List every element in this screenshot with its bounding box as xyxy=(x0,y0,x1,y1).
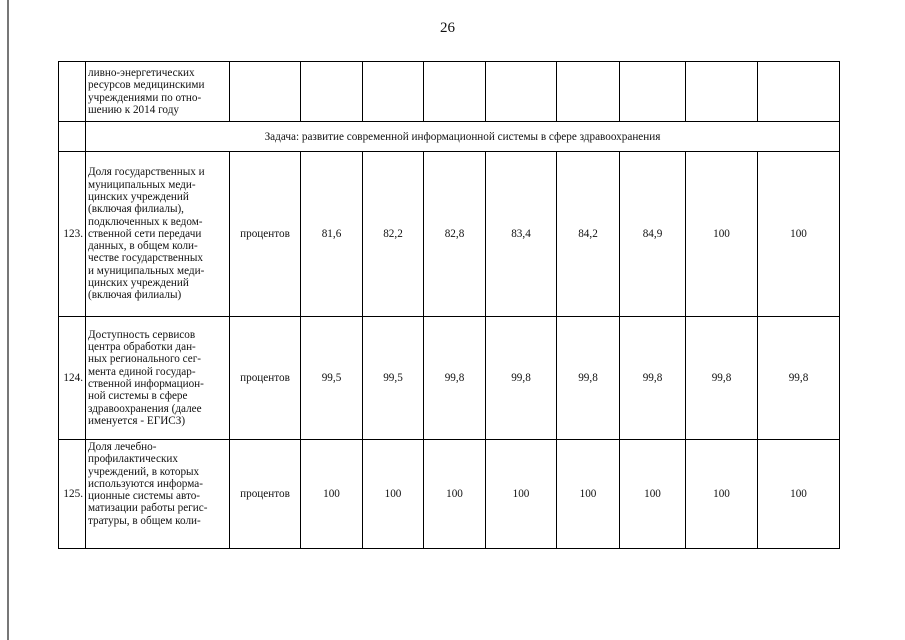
value-cell: 84,2 xyxy=(557,152,620,317)
value-cell xyxy=(686,62,758,122)
value-cell xyxy=(557,62,620,122)
value-cell: 99,8 xyxy=(758,317,840,440)
value-cell xyxy=(758,62,840,122)
indicator-name: Доля лечебно- профилактических учреждений, в которых используются информа- ционные системы авто- матизации работы регис- тратуры, в общем коли- xyxy=(88,441,208,527)
value-cell xyxy=(620,62,686,122)
value-cell: 100 xyxy=(301,440,363,549)
value-cell xyxy=(486,62,557,122)
table-row xyxy=(59,152,840,317)
indicators-table xyxy=(58,61,840,549)
value-cell: 82,2 xyxy=(363,152,424,317)
row-number: 123. xyxy=(59,152,86,317)
row-number-cell xyxy=(59,122,86,152)
table-row xyxy=(59,62,840,122)
value-cell: 100 xyxy=(424,440,486,549)
row-number-cell xyxy=(59,62,86,122)
value-cell: 100 xyxy=(557,440,620,549)
value-cell: 99,8 xyxy=(557,317,620,440)
value-cell xyxy=(363,62,424,122)
value-cell: 99,8 xyxy=(424,317,486,440)
value-cell: 100 xyxy=(686,152,758,317)
indicator-name-cell xyxy=(86,440,230,549)
value-cell xyxy=(424,62,486,122)
value-cell: 100 xyxy=(758,440,840,549)
value-cell: 99,8 xyxy=(620,317,686,440)
indicator-name-cell xyxy=(86,62,230,122)
value-cell: 100 xyxy=(686,440,758,549)
unit-cell: процентов xyxy=(230,440,301,549)
page-number: 26 xyxy=(440,20,455,36)
indicator-name: ливно-энергетических ресурсов медицинскими учреждениями по отно- шению к 2014 году xyxy=(88,66,205,116)
value-cell: 99,5 xyxy=(363,317,424,440)
value-cell: 83,4 xyxy=(486,152,557,317)
unit-cell: процентов xyxy=(230,317,301,440)
value-cell: 100 xyxy=(620,440,686,549)
value-cell: 99,8 xyxy=(686,317,758,440)
task-heading: Задача: развитие современной информационной системы в сфере здравоохранения xyxy=(86,122,840,152)
value-cell: 82,8 xyxy=(424,152,486,317)
indicator-name-cell xyxy=(86,317,230,440)
value-cell: 100 xyxy=(363,440,424,549)
row-number: 124. xyxy=(59,317,86,440)
unit-cell: процентов xyxy=(230,152,301,317)
left-margin-rule xyxy=(7,0,9,640)
row-number: 125. xyxy=(59,440,86,549)
value-cell: 81,6 xyxy=(301,152,363,317)
indicator-name: Доля государственных и муниципальных меди- цинских учреждений (включая филиалы), подключенных к ведом- ственной сети передачи данных, в общем коли- честве государственных и муниципальных меди- цинских учреждений (включая филиалы) xyxy=(88,166,205,302)
value-cell: 99,5 xyxy=(301,317,363,440)
unit-cell xyxy=(230,62,301,122)
value-cell: 84,9 xyxy=(620,152,686,317)
task-row xyxy=(59,122,840,152)
value-cell: 99,8 xyxy=(486,317,557,440)
table-row xyxy=(59,440,840,549)
value-cell: 100 xyxy=(758,152,840,317)
indicator-name-cell xyxy=(86,152,230,317)
indicator-name: Доступность сервисов центра обработки дан- ных регионального сег- мента единой государ- ственной информацион- ной системы в сфере здравоохранения (далее именуется - ЕГИСЗ) xyxy=(88,328,204,427)
value-cell: 100 xyxy=(486,440,557,549)
table-row xyxy=(59,317,840,440)
value-cell xyxy=(301,62,363,122)
